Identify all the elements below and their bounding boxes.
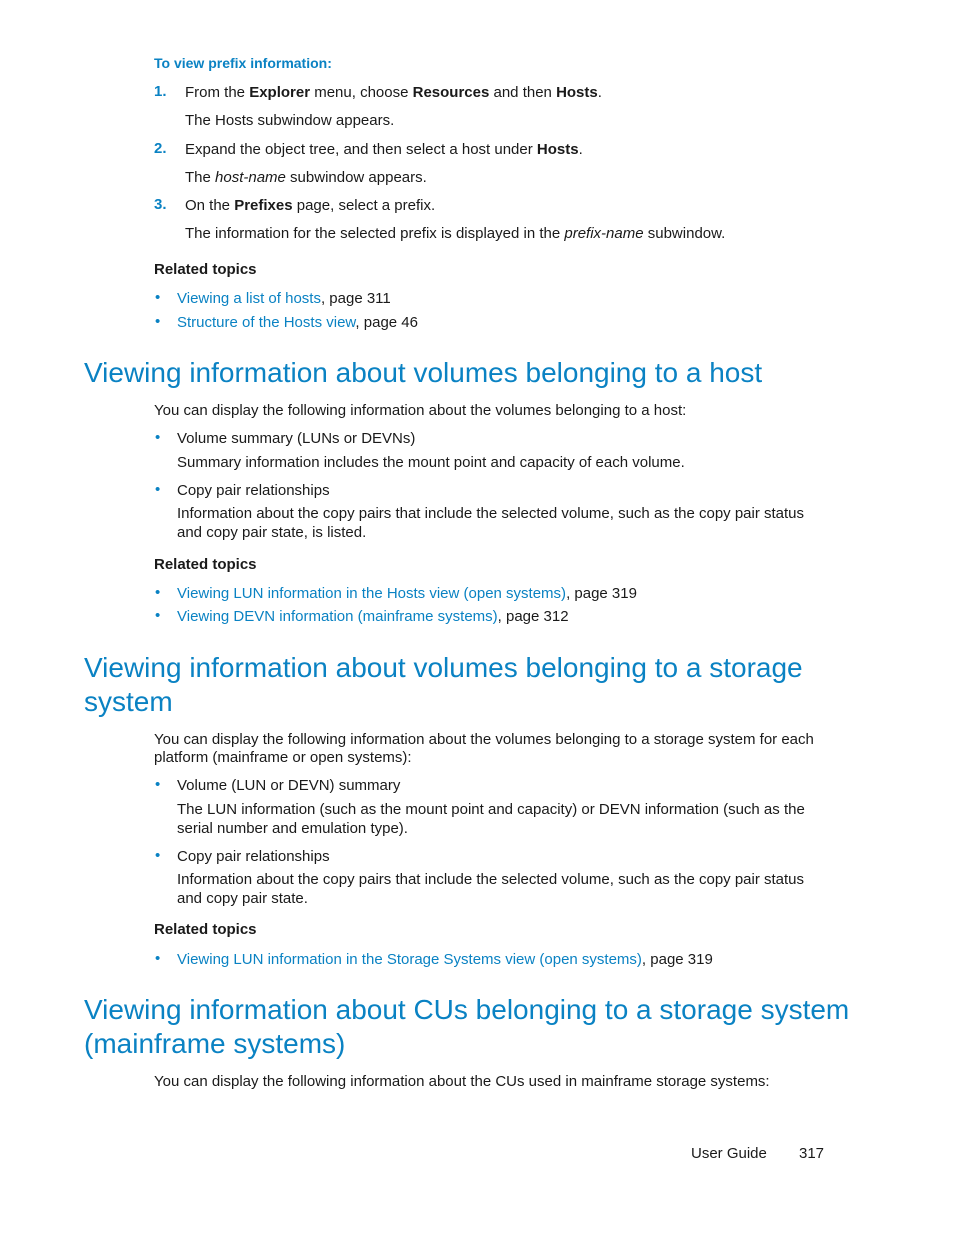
bullet-icon: • (155, 313, 161, 330)
related-item (177, 289, 391, 308)
step-2-end: . (578, 141, 583, 158)
step-3-pre: On the (185, 197, 235, 214)
step-1-pre: From the (185, 84, 250, 101)
step-2-result-post: subwindow appears. (285, 169, 427, 186)
section-2-intro: You can display the following information about the volumes belonging to a storage system for each (154, 731, 814, 748)
step-number-1: 1. (154, 83, 167, 100)
step-1-text (185, 83, 602, 102)
bullet-title: Copy pair relationships (177, 848, 330, 865)
related-page-ref: , page 46 (355, 314, 418, 331)
related-topics-heading: Related topics (154, 556, 257, 573)
step-3-prefixes: Prefixes (234, 197, 293, 214)
bullet-icon: • (155, 776, 161, 793)
related-page-ref: , page 312 (497, 608, 569, 625)
bullet-desc: Information about the copy pairs that include the selected volume, such as the copy pair status (177, 505, 805, 522)
step-1-explorer: Explorer (249, 84, 311, 101)
related-topics-heading: Related topics (154, 921, 257, 938)
section-heading-cus-line2: (mainframe systems) (84, 1028, 346, 1059)
related-link-structure-hosts-view[interactable]: Structure of the Hosts view (177, 314, 356, 331)
related-link-lun-hosts-view[interactable]: Viewing LUN information in the Hosts view (open systems) (177, 585, 567, 602)
section-heading-cus-line1: Viewing information about CUs belonging to a storage system (84, 994, 850, 1025)
bullet-desc: The LUN information (such as the mount point and capacity) or DEVN information (such as the (177, 801, 805, 818)
bullet-desc: serial number and emulation type). (177, 820, 408, 837)
related-link-devn-mainframe[interactable]: Viewing DEVN information (mainframe systems) (177, 608, 498, 625)
procedure-title: To view prefix information: (154, 55, 332, 71)
related-item (177, 313, 418, 332)
related-item (177, 950, 713, 969)
related-item (177, 584, 637, 603)
section-heading-volumes-storage-line1: Viewing information about volumes belonging to a storage (84, 652, 803, 683)
step-1-mid2: and then (489, 84, 557, 101)
related-page-ref: , page 311 (320, 290, 391, 307)
step-1-hosts: Hosts (556, 84, 598, 101)
step-2-result (185, 168, 427, 187)
step-2-pre: Expand the object tree, and then select a host under (185, 141, 537, 158)
bullet-title: Volume (LUN or DEVN) summary (177, 777, 401, 794)
bullet-desc: Information about the copy pairs that include the selected volume, such as the copy pair status (177, 871, 805, 888)
bullet-icon: • (155, 950, 161, 967)
step-3-result (185, 224, 725, 243)
page-number: 317 (799, 1145, 825, 1162)
step-3-end: page, select a prefix. (292, 197, 436, 214)
step-3-result-post: subwindow. (643, 225, 726, 242)
bullet-desc: and copy pair state, is listed. (177, 524, 367, 541)
related-page-ref: , page 319 (641, 951, 713, 968)
step-3-text (185, 196, 435, 215)
bullet-icon: • (155, 481, 161, 498)
related-link-lun-storage-systems-view[interactable]: Viewing LUN information in the Storage Systems view (open systems) (177, 951, 642, 968)
bullet-title: Copy pair relationships (177, 482, 330, 499)
section-heading-volumes-host: Viewing information about volumes belonging to a host (84, 357, 763, 388)
step-2-text (185, 140, 583, 159)
step-1-end: . (597, 84, 602, 101)
section-heading-volumes-storage-line2: system (84, 686, 173, 717)
step-2-result-pre: The (185, 169, 216, 186)
bullet-icon: • (155, 429, 161, 446)
step-2-result-italic: host-name (215, 169, 286, 186)
step-3-result-pre: The information for the selected prefix is displayed in the (185, 225, 565, 242)
bullet-icon: • (155, 584, 161, 601)
section-1-intro: You can display the following information about the volumes belonging to a host: (154, 402, 687, 419)
bullet-title: Volume summary (LUNs or DEVNs) (177, 430, 416, 447)
related-topics-heading: Related topics (154, 261, 257, 278)
bullet-icon: • (155, 607, 161, 624)
bullet-icon: • (155, 847, 161, 864)
related-page-ref: , page 319 (566, 585, 637, 602)
step-number-2: 2. (154, 140, 167, 157)
bullet-desc: Summary information includes the mount point and capacity of each volume. (177, 454, 685, 471)
step-2-hosts: Hosts (536, 141, 579, 158)
section-3-intro: You can display the following information about the CUs used in mainframe storage systems: (154, 1073, 770, 1090)
footer-label: User Guide (691, 1145, 767, 1162)
bullet-icon: • (155, 289, 161, 306)
step-1-mid: menu, choose (310, 84, 413, 101)
section-2-intro: platform (mainframe or open systems): (154, 749, 412, 766)
related-link-viewing-list-of-hosts[interactable]: Viewing a list of hosts (177, 290, 321, 307)
step-number-3: 3. (154, 196, 167, 213)
step-3-result-italic: prefix-name (564, 225, 644, 242)
step-1-result: The Hosts subwindow appears. (185, 112, 395, 129)
bullet-desc: and copy pair state. (177, 890, 308, 907)
step-1-resources: Resources (412, 84, 490, 101)
related-item (177, 607, 569, 626)
